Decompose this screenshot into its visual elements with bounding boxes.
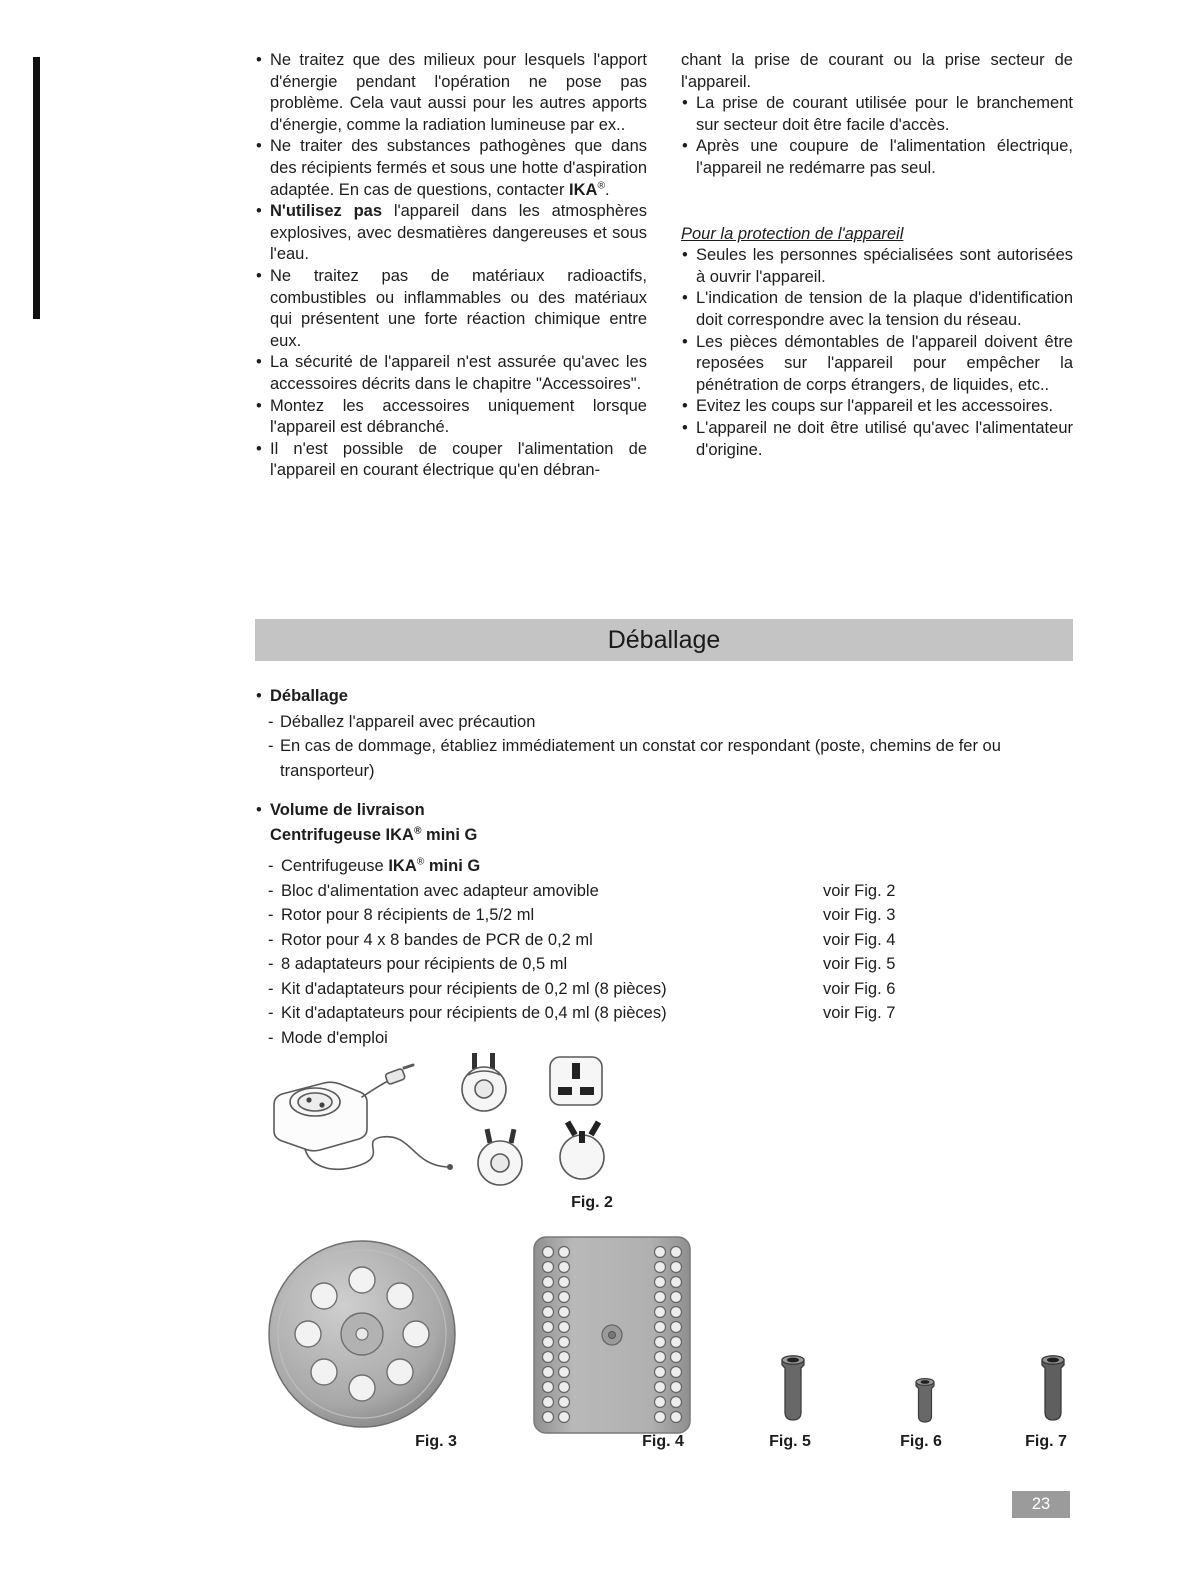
delivery-section — [255, 798, 1085, 1050]
delivery-item: - Bloc d'alimentation avec adapteur amovible voir Fig. 2 — [268, 879, 1085, 904]
delivery-heading: • Volume de livraison — [255, 798, 1085, 823]
delivery-item: - 8 adaptateurs pour récipients de 0,5 ml voir Fig. 5 — [268, 952, 1085, 977]
safety-item: • Ne traitez pas de matériaux radioactifs, combustibles ou inflammables ou des matériaux qui présentent une forte réaction chimique entre eux. — [255, 266, 647, 352]
figure-reference: voir Fig. 7 — [823, 1004, 896, 1022]
adapter-02ml-figure — [912, 1376, 938, 1431]
unpacking-section — [255, 684, 1085, 783]
pcr-rotor-figure — [533, 1236, 691, 1439]
safety-item: • Il n'est possible de couper l'alimentation de l'appareil en courant électrique qu'en débran- — [255, 439, 647, 482]
power-supply-figure — [262, 1045, 642, 1200]
delivery-item: - Kit d'adaptateurs pour récipients de 0,4 ml (8 pièces) voir Fig. 7 — [268, 1001, 1085, 1026]
safety-item: • Ne traiter des substances pathogènes que dans des récipients fermés et sous une hotte d'aspiration adaptée. En cas de questions, contacter IKA®. — [255, 136, 647, 201]
safety-section — [255, 50, 1073, 482]
unpacking-list — [268, 710, 1085, 784]
safety-right-column — [681, 50, 1073, 482]
pcr-rotor-image — [533, 1236, 691, 1434]
continuation-text: chant la prise de courant ou la prise secteur de l'appareil. — [681, 51, 1073, 91]
safety-bullet-list — [681, 93, 1073, 179]
safety-left-column — [255, 50, 647, 482]
rotor-8-tubes-figure — [265, 1232, 460, 1442]
safety-item: • Seules les personnes spécialisées sont autorisées à ouvrir l'appareil. — [681, 245, 1073, 288]
section-title: Déballage — [607, 626, 721, 654]
figure-reference: voir Fig. 2 — [823, 881, 896, 900]
safety-item: • La sécurité de l'appareil n'est assurée qu'avec les accessoires décrits dans le chapitre "Accessoires". — [255, 352, 647, 395]
safety-item: • Ne traitez que des milieux pour lesquels l'apport d'énergie pendant l'opération ne pose pas problème. Cela vaut aussi pour les autres apports d'énergie, comme la radiation lumineuse par ex.. — [255, 50, 647, 136]
power-supply-image — [262, 1045, 642, 1195]
adapter-image — [776, 1352, 810, 1426]
fig5-caption: Fig. 5 — [769, 1433, 811, 1450]
figure-reference: voir Fig. 3 — [823, 906, 896, 924]
fig2-caption: Fig. 2 — [571, 1194, 613, 1211]
section-banner — [255, 619, 1073, 661]
delivery-subheading: Centrifugeuse IKA® mini G — [270, 825, 478, 844]
figure-reference: voir Fig. 6 — [823, 979, 896, 998]
fig7-caption: Fig. 7 — [1025, 1433, 1067, 1450]
adapter-05ml-figure — [776, 1352, 810, 1431]
safety-item: • Après une coupure de l'alimentation électrique, l'appareil ne redémarre pas seul. — [681, 136, 1073, 179]
delivery-item: - Kit d'adaptateurs pour récipients de 0,2 ml (8 pièces) voir Fig. 6 — [268, 977, 1085, 1002]
safety-bullet-list — [255, 50, 647, 482]
page-number: 23 — [1012, 1491, 1070, 1518]
unpacking-item: - En cas de dommage, établiez immédiatement un constat cor respondant (poste, chemins de fer ou transporteur) — [268, 734, 1085, 783]
left-edge-bar — [33, 57, 40, 319]
safety-item: • La prise de courant utilisée pour le branchement sur secteur doit être facile d'accès. — [681, 93, 1073, 136]
fig4-caption: Fig. 4 — [642, 1433, 684, 1450]
fig3-caption: Fig. 3 — [415, 1433, 457, 1450]
adapter-04ml-figure — [1036, 1352, 1070, 1431]
protection-heading: Pour la protection de l'appareil — [681, 224, 904, 243]
safety-item: • Les pièces démontables de l'appareil doivent être reposées sur l'appareil pour empêcher la pénétration de corps étrangers, de liquides, etc.. — [681, 332, 1073, 397]
protection-bullet-list — [681, 245, 1073, 461]
figure-reference: voir Fig. 4 — [823, 930, 896, 949]
figure-reference: voir Fig. 5 — [823, 955, 896, 973]
rotor-image — [265, 1232, 460, 1437]
delivery-list — [268, 854, 1085, 1050]
fig6-caption: Fig. 6 — [900, 1433, 942, 1450]
delivery-item: - Rotor pour 8 récipients de 1,5/2 ml voir Fig. 3 — [268, 903, 1085, 928]
safety-item: • L'indication de tension de la plaque d'identification doit correspondre avec la tension du réseau. — [681, 288, 1073, 331]
delivery-item: - Mode d'emploi — [268, 1026, 1085, 1051]
delivery-item: - Rotor pour 4 x 8 bandes de PCR de 0,2 ml voir Fig. 4 — [268, 928, 1085, 953]
safety-item: • L'appareil ne doit être utilisé qu'avec l'alimentateur d'origine. — [681, 418, 1073, 461]
unpacking-item: - Déballez l'appareil avec précaution — [268, 710, 1085, 735]
delivery-item: - Centrifugeuse IKA® mini G — [268, 854, 1085, 879]
adapter-image — [1036, 1352, 1070, 1426]
safety-item: • Evitez les coups sur l'appareil et les accessoires. — [681, 396, 1073, 418]
safety-item: • Montez les accessoires uniquement lorsque l'appareil est débranché. — [255, 396, 647, 439]
adapter-image — [912, 1376, 938, 1426]
safety-item: • N'utilisez pas l'appareil dans les atmosphères explosives, avec desmatières dangereuses et sous l'eau. — [255, 201, 647, 266]
unpacking-heading: • Déballage — [255, 684, 1085, 709]
